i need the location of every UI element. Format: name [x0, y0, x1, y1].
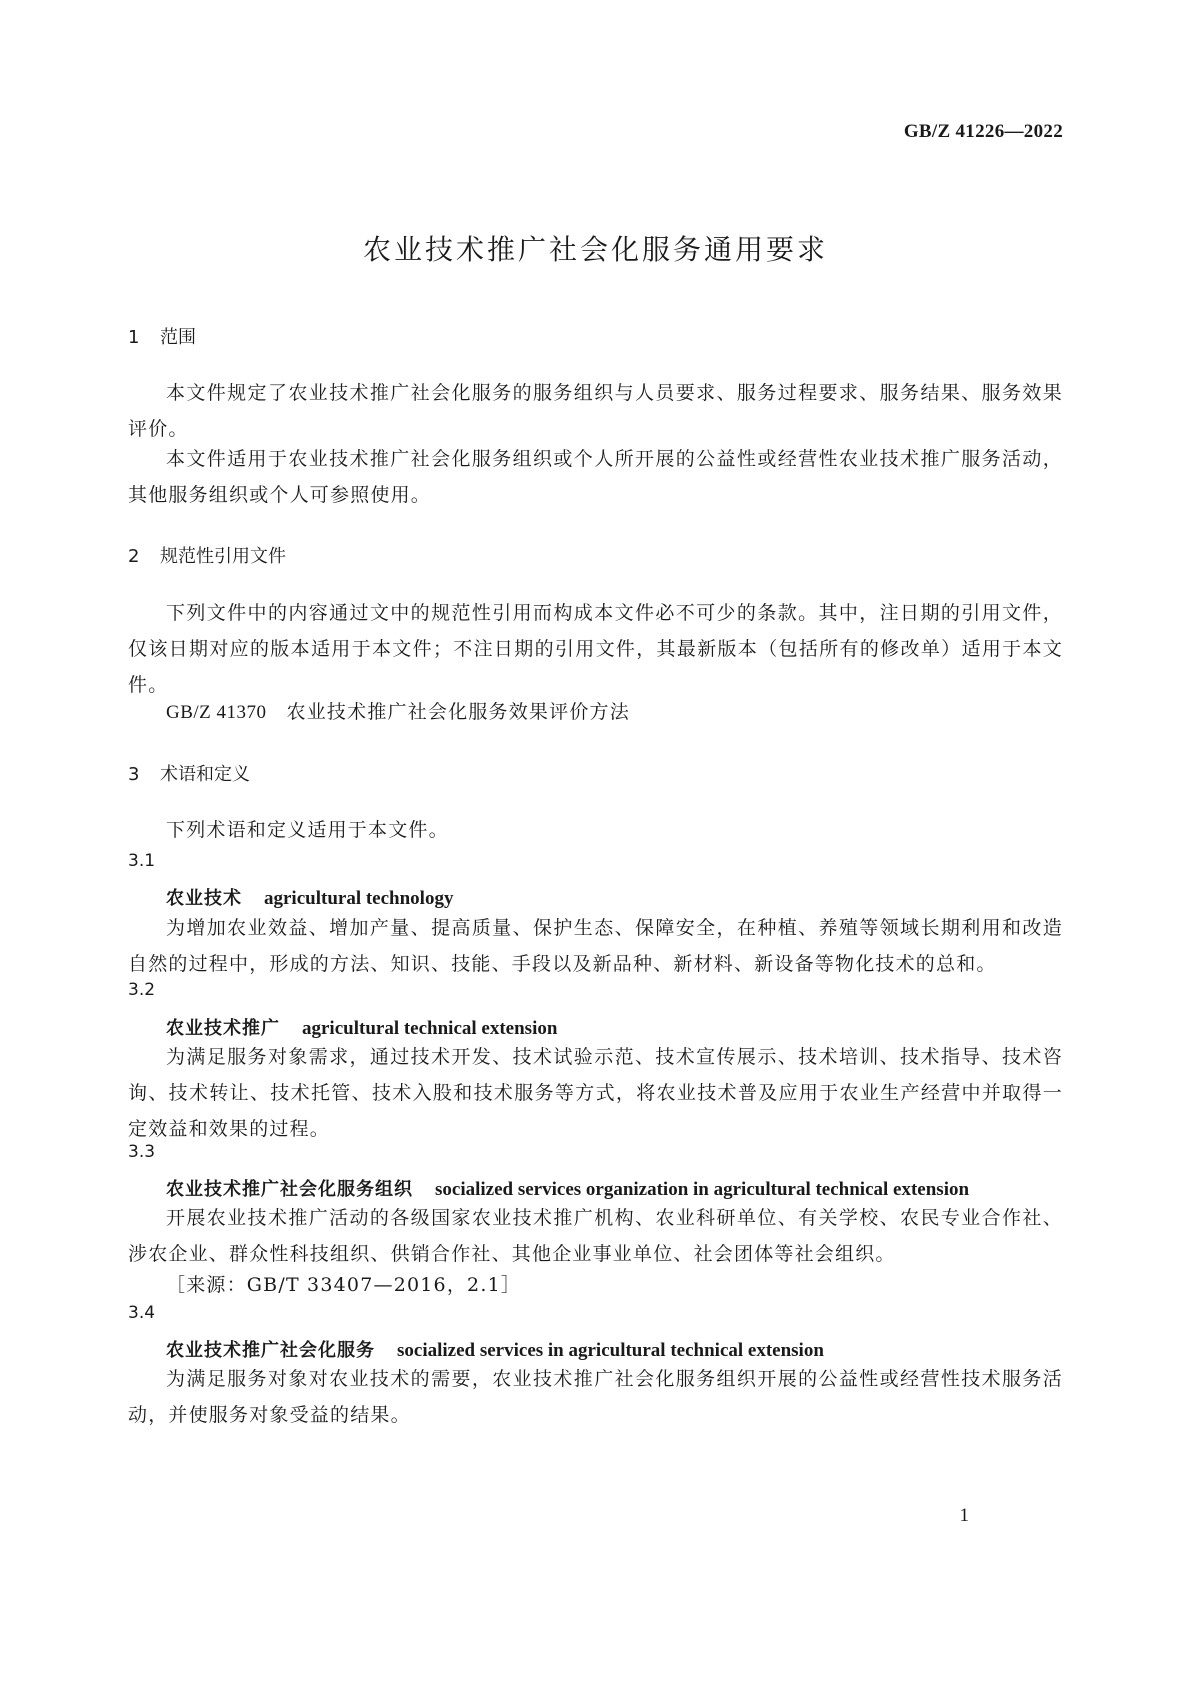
term-english: socialized services in agricultural technical extension: [397, 1340, 824, 1361]
term-number: 3.3: [128, 1142, 156, 1162]
term-chinese: 农业技术推广社会化服务组织: [166, 1179, 413, 1200]
terms-intro: 下列术语和定义适用于本文件。: [166, 819, 449, 841]
section-number: 3: [128, 764, 140, 785]
section-title: 规范性引用文件: [160, 546, 286, 567]
term-chinese: 农业技术推广社会化服务: [166, 1340, 375, 1361]
term-english: agricultural technology: [264, 888, 454, 909]
term-english: socialized services organization in agricultural technical extension: [435, 1179, 970, 1200]
term-number: 3.4: [128, 1303, 156, 1323]
reference-title: 农业技术推广社会化服务效果评价方法: [286, 701, 630, 723]
term-definition: 为满足服务对象需求，通过技术开发、技术试验示范、技术宣传展示、技术培训、技术指导、技术咨询、技术转让、技术托管、技术入股和技术服务等方式，将农业技术普及应用于农业生产经营中并取得一定效益和效果的过程。: [128, 1046, 1063, 1140]
section-3-heading: [128, 760, 250, 786]
standard-number: GB/Z 41226—2022: [903, 121, 1063, 142]
reference-code: GB/Z 41370: [166, 702, 267, 723]
term-chinese: 农业技术: [166, 888, 242, 909]
term-chinese: 农业技术推广: [166, 1018, 280, 1039]
term-definition: 为满足服务对象对农业技术的需要，农业技术推广社会化服务组织开展的公益性或经营性技术服务活动，并使服务对象受益的结果。: [128, 1368, 1063, 1426]
section-title: 术语和定义: [160, 764, 250, 785]
term-definition: 为增加农业效益、增加产量、提高质量、保护生态、保障安全，在种植、养殖等领域长期利用和改造自然的过程中，形成的方法、知识、技能、手段以及新品种、新材料、新设备等物化技术的总和。: [128, 917, 1063, 975]
term-number: 3.2: [128, 980, 156, 1000]
term-heading: [166, 884, 453, 910]
normative-references-paragraph: 下列文件中的内容通过文中的规范性引用而构成本文件必不可少的条款。其中，注日期的引用文件，仅该日期对应的版本适用于本文件；不注日期的引用文件，其最新版本（包括所有的修改单）适用于本文件。: [128, 602, 1063, 696]
term-heading: [166, 1014, 557, 1040]
term-source: ［来源：GB/T 33407—2016，2.1］: [166, 1274, 522, 1296]
section-number: 1: [128, 327, 140, 348]
section-number: 2: [128, 546, 140, 567]
scope-paragraph-1: 本文件规定了农业技术推广社会化服务的服务组织与人员要求、服务过程要求、服务结果、服务效果评价。: [128, 382, 1063, 440]
term-definition: 开展农业技术推广活动的各级国家农业技术推广机构、农业科研单位、有关学校、农民专业合作社、涉农企业、群众性科技组织、供销合作社、其他企业事业单位、社会团体等社会组织。: [128, 1207, 1063, 1265]
document-title: 农业技术推广社会化服务通用要求: [362, 233, 828, 266]
term-english: agricultural technical extension: [302, 1018, 558, 1039]
term-number: 3.1: [128, 851, 156, 871]
section-2-heading: [128, 542, 286, 568]
scope-paragraph-2: 本文件适用于农业技术推广社会化服务组织或个人所开展的公益性或经营性农业技术推广服务活动，其他服务组织或个人可参照使用。: [128, 448, 1063, 506]
section-1-heading: [128, 323, 196, 349]
page-number: 1: [959, 1505, 969, 1526]
term-heading: [166, 1175, 969, 1201]
reference-entry: [166, 697, 630, 724]
term-heading: [166, 1336, 824, 1362]
section-title: 范围: [160, 327, 196, 348]
